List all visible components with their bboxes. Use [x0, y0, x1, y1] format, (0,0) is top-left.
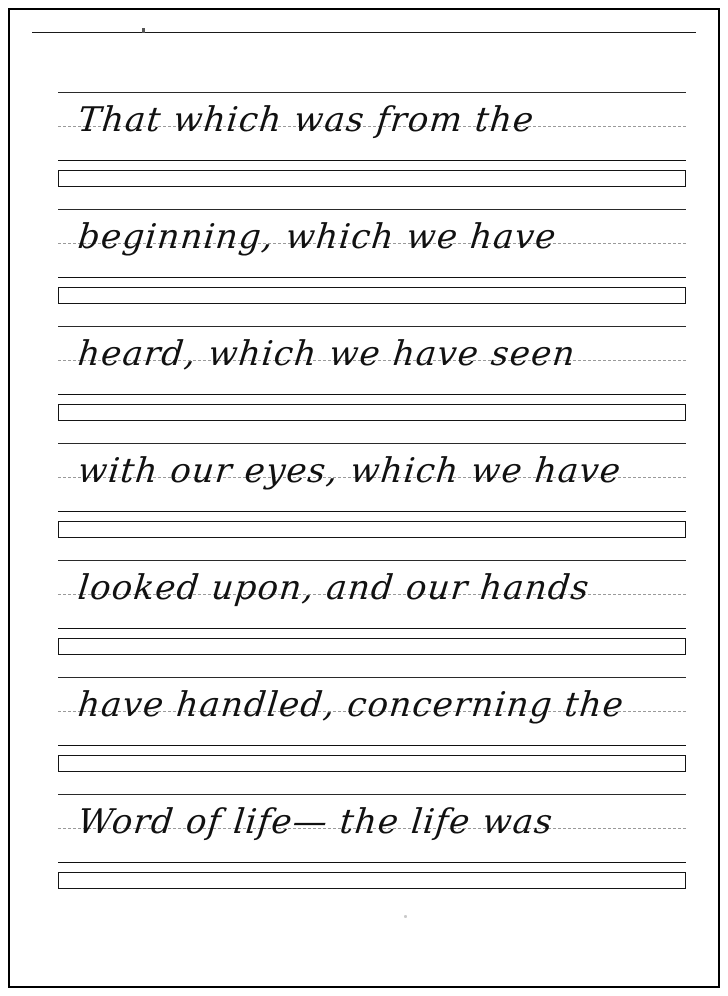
cursive-text-line: heard, which we have seen — [76, 334, 578, 374]
writing-row — [0, 425, 728, 542]
practice-blank-box[interactable] — [58, 521, 686, 538]
writing-row — [0, 542, 728, 659]
cursive-text-line: Word of life— the life was — [76, 802, 556, 842]
cursive-text-line: looked upon, and our hands — [76, 568, 592, 608]
writing-row — [0, 74, 728, 191]
cursive-text-line: That which was from the — [76, 100, 537, 140]
practice-blank-box[interactable] — [58, 404, 686, 421]
cursive-text-line: with our eyes, which we have — [76, 451, 624, 491]
top-rule — [32, 32, 696, 33]
practice-blank-box[interactable] — [58, 638, 686, 655]
guide-line-baseline — [58, 511, 686, 512]
practice-blank-box[interactable] — [58, 872, 686, 889]
practice-blank-box[interactable] — [58, 287, 686, 304]
scan-speck — [404, 915, 407, 918]
guide-line-baseline — [58, 628, 686, 629]
practice-blank-box[interactable] — [58, 755, 686, 772]
practice-area — [0, 74, 728, 893]
writing-row — [0, 191, 728, 308]
guide-line-baseline — [58, 160, 686, 161]
practice-blank-box[interactable] — [58, 170, 686, 187]
top-tick-mark — [142, 28, 145, 33]
writing-row — [0, 308, 728, 425]
writing-row — [0, 659, 728, 776]
guide-line-baseline — [58, 745, 686, 746]
guide-line-baseline — [58, 862, 686, 863]
guide-line-baseline — [58, 277, 686, 278]
guide-line-baseline — [58, 394, 686, 395]
cursive-text-line: beginning, which we have — [76, 217, 559, 257]
writing-row — [0, 776, 728, 893]
cursive-text-line: have handled, concerning the — [76, 685, 627, 725]
